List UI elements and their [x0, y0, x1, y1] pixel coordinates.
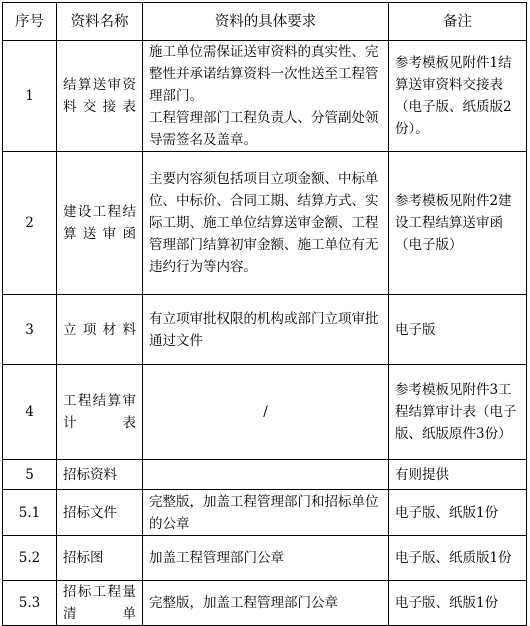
- material-name: 招标文件: [57, 490, 143, 536]
- material-name: 工程结算审计表: [57, 365, 143, 460]
- table-row: [3, 536, 527, 581]
- material-requirement: /: [143, 365, 389, 460]
- material-note: 电子版、纸版1份: [389, 490, 527, 536]
- row-number: 5.1: [3, 490, 57, 536]
- material-name: 立项材料: [57, 295, 143, 365]
- row-number: 2: [3, 152, 57, 295]
- material-name: 招标资料: [57, 460, 143, 490]
- header-note: 备注: [389, 3, 527, 41]
- table-row: [3, 152, 527, 295]
- material-name: 招标图: [57, 536, 143, 581]
- material-note: 电子版: [389, 295, 527, 365]
- material-note: 参考模板见附件2建设工程结算送审函（电子版）: [389, 152, 527, 295]
- material-note: 参考模板见附件3工程结算审计表（电子版、纸版原件3份）: [389, 365, 527, 460]
- material-requirement: 完整版，加盖工程管理部门公章: [143, 581, 389, 626]
- header-no: 序号: [3, 3, 57, 41]
- material-note: 参考模板见附件1结算送审资料交接表（电子版、纸质版2份）。: [389, 41, 527, 152]
- material-requirement: [143, 460, 389, 490]
- table-row: [3, 295, 527, 365]
- material-note: 有则提供: [389, 460, 527, 490]
- material-note: 电子版、纸质版1份: [389, 536, 527, 581]
- table-row: [3, 460, 527, 490]
- material-requirement: 有立项审批权限的机构或部门立项审批通过文件: [143, 295, 389, 365]
- header-row: [3, 3, 527, 41]
- material-requirement: 完整版，加盖工程管理部门和招标单位的公章: [143, 490, 389, 536]
- table-row: [3, 490, 527, 536]
- row-number: 3: [3, 295, 57, 365]
- requirements-table: [2, 2, 527, 626]
- material-requirement: 加盖工程管理部门公章: [143, 536, 389, 581]
- material-name: 结算送审资料交接表: [57, 41, 143, 152]
- row-number: 5.3: [3, 581, 57, 626]
- table-row: [3, 41, 527, 152]
- material-name: 招标工程量清单: [57, 581, 143, 626]
- row-number: 1: [3, 41, 57, 152]
- row-number: 4: [3, 365, 57, 460]
- table-row: [3, 365, 527, 460]
- row-number: 5: [3, 460, 57, 490]
- row-number: 5.2: [3, 536, 57, 581]
- header-requirement: 资料的具体要求: [143, 3, 389, 41]
- material-requirement: 主要内容须包括项目立项金额、中标单位、中标价、合同工期、结算方式、实际工期、施工单位结算送审金额、工程管理部门结算初审金额、施工单位有无违约行为等内容。: [143, 152, 389, 295]
- material-note: 电子版、纸版1份: [389, 581, 527, 626]
- header-name: 资料名称: [57, 3, 143, 41]
- material-name: 建设工程结算送审函: [57, 152, 143, 295]
- table-row: [3, 581, 527, 626]
- material-requirement: 施工单位需保证送审资料的真实性、完整性并承诺结算资料一次性送至工程管理部门。 工程管理部门工程负责人、分管副处领导需签名及盖章。: [143, 41, 389, 152]
